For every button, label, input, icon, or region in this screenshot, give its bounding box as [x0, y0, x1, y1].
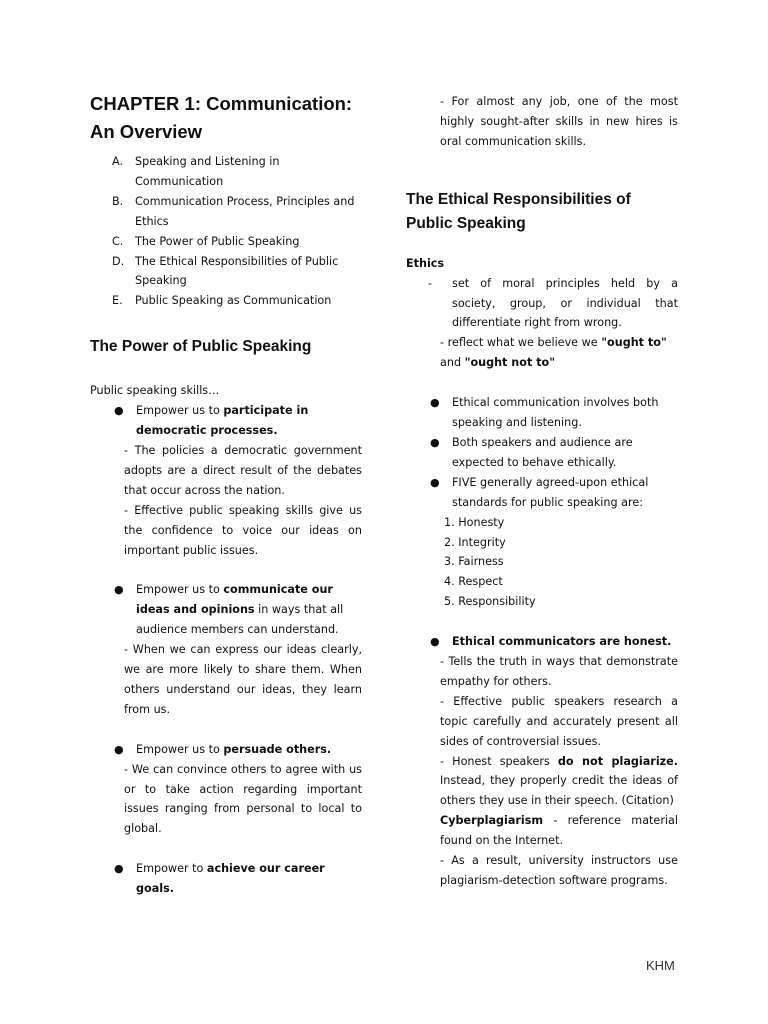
bullet-ethical-communication: ● Ethical communication involves both speaking and listening. — [406, 393, 678, 433]
list-item: 3. Fairness — [444, 555, 504, 569]
paragraph: - Tells the truth in ways that demonstrate empathy for others. — [440, 655, 678, 688]
outline-marker: D. — [112, 254, 125, 268]
outline-marker: A. — [112, 155, 124, 168]
paragraph: - We can convince others to agree with us or to take action regarding important issues ranging from personal to local to global. — [124, 762, 362, 836]
bullet-dot-icon: ● — [114, 862, 124, 876]
ethics-label: Ethics — [406, 256, 445, 270]
outline-marker: E. — [112, 294, 123, 308]
paragraph: - As a result, university instructors use plagiarism-detection software programs. — [440, 854, 678, 887]
bullet-dot-icon: ● — [114, 583, 124, 597]
outline-text: Speaking and Listening in Communication — [135, 155, 280, 188]
bullet-career: ● Empower to achieve our career goals. — [90, 859, 362, 899]
bullet-dot-icon: ● — [114, 404, 124, 418]
outline-text: The Power of Public Speaking — [135, 234, 300, 248]
chapter-outline — [90, 152, 362, 311]
outline-item — [90, 152, 362, 192]
ethics-definition: - set of moral principles held by a society, group, or individual that differentiate right from wrong. — [428, 276, 678, 330]
power-heading: The Power of Public Speaking — [90, 338, 312, 356]
list-item: 5. Responsibility — [444, 595, 536, 609]
paragraph: - When we can express our ideas clearly, we are more likely to share them. When others understand our ideas, they learn from us. — [124, 643, 362, 716]
list-item: 2. Integrity — [444, 535, 506, 549]
bullet-dot-icon: ● — [430, 475, 440, 489]
ethics-reflect: - reflect what we believe we "ought to" and "ought not to" — [440, 336, 667, 370]
paragraph: - The policies a democratic government adopts are a direct result of the debates that occur across the nation. — [124, 443, 362, 497]
bullet-dot-icon: ● — [430, 435, 440, 449]
right-column — [406, 92, 678, 891]
list-item: 1. Honesty — [444, 515, 505, 529]
bullet-dot-icon: ● — [430, 396, 440, 410]
bullet-communicate: ● Empower us to communicate our ideas and opinions in ways that all audience members can understand. — [90, 580, 362, 640]
paragraph: - For almost any job, one of the most highly sought-after skills in new hires is oral communication skills. — [440, 95, 678, 148]
outline-text: The Ethical Responsibilities of Public Speaking — [135, 254, 339, 288]
bullet-honest: ● Ethical communicators are honest. — [406, 632, 678, 652]
power-intro: Public speaking skills… — [90, 384, 220, 398]
outline-marker: C. — [112, 234, 124, 248]
bullet-persuade: ● Empower us to persuade others. — [90, 740, 362, 760]
outline-item — [90, 291, 362, 311]
bullet-democratic: ● Empower us to participate in democratic processes. — [90, 401, 362, 441]
standards-list — [406, 513, 678, 613]
list-item: 4. Respect — [444, 575, 503, 589]
bullet-five-standards: ● FIVE generally agreed-upon ethical standards for public speaking are: — [406, 473, 678, 513]
outline-item — [90, 192, 362, 232]
bullet-dot-icon: ● — [430, 635, 440, 649]
paragraph: - Honest speakers do not plagiarize. Instead, they properly credit the ideas of others they use in their speech. (Citation) — [440, 754, 678, 808]
outline-text: Public Speaking as Communication — [135, 294, 332, 308]
cyberplagiarism-definition: Cyberplagiarism - reference material found on the Internet. — [440, 814, 678, 848]
bullet-dot-icon: ● — [114, 742, 124, 756]
paragraph: - Effective public speakers research a topic carefully and accurately present all sides of controversial issues. — [440, 694, 678, 748]
outline-item — [90, 232, 362, 252]
outline-marker: B. — [112, 194, 124, 208]
ethics-heading: The Ethical Responsibilities of Public Speaking — [406, 190, 631, 232]
bullet-speakers-audience: ● Both speakers and audience are expected to behave ethically. — [406, 433, 678, 473]
footer-initials: KHM — [646, 958, 675, 973]
outline-text: Communication Process, Principles and Ethics — [135, 194, 355, 228]
paragraph: - Effective public speaking skills give us the confidence to voice our ideas on important public issues. — [124, 503, 362, 557]
outline-item — [90, 252, 362, 292]
chapter-title: CHAPTER 1: Communication: An Overview — [90, 93, 353, 142]
left-column — [90, 90, 362, 899]
